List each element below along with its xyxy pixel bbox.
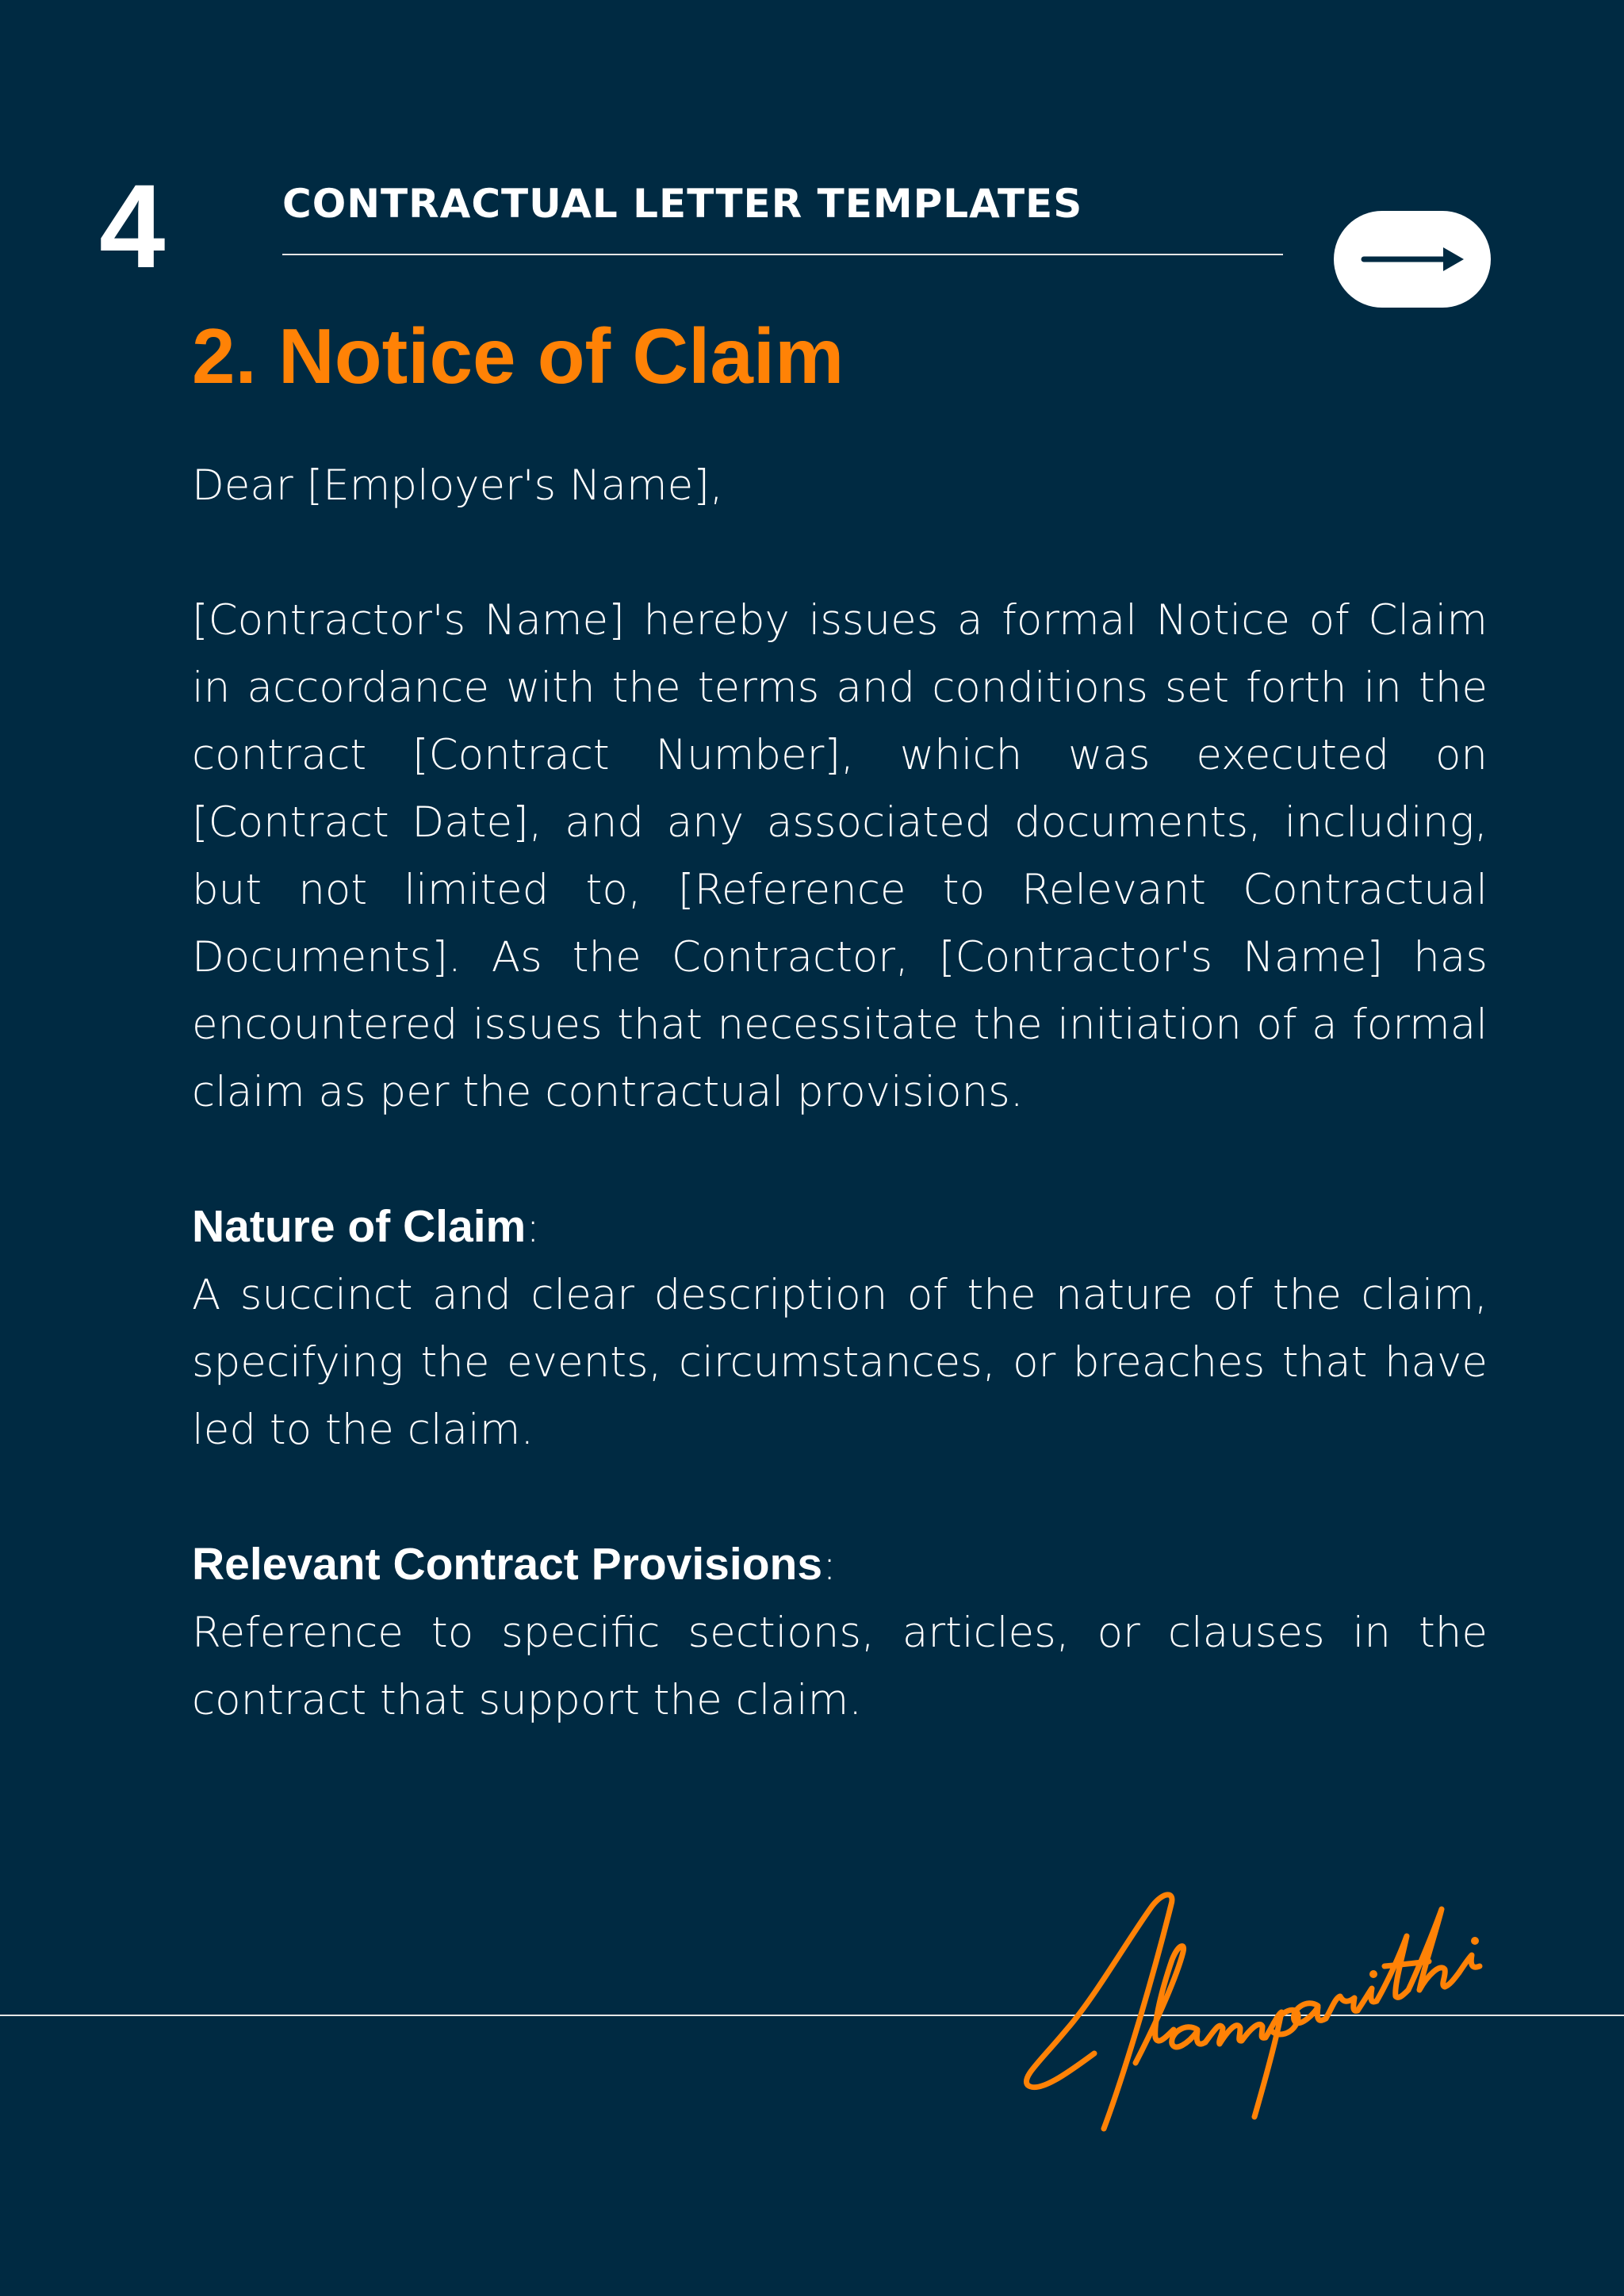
letter-body — [192, 452, 1488, 1734]
next-page-button[interactable] — [1334, 211, 1491, 308]
contract-provisions-heading: Relevant Contract Provisions: — [192, 1539, 837, 1590]
signature — [1007, 1887, 1515, 2164]
section-label: Nature of Claim — [192, 1201, 527, 1252]
nature-of-claim-heading: Nature of Claim: — [192, 1201, 541, 1252]
section-label: Relevant Contract Provisions — [192, 1539, 823, 1590]
document-title: 2. Notice of Claim — [192, 312, 845, 400]
section-title: CONTRACTUAL LETTER TEMPLATES — [282, 181, 1083, 227]
intro-paragraph: [Contractor's Name] hereby issues a formal Notice of Claim in accordance with the terms and conditions set forth in the contract [Contract Number], which was executed on [Contract Date], and any associated documents, including, but not limited to, [Reference to Relevant Contractual Documents]. As the Contractor, [Contractor's Name] has encountered issues that necessitate the initiation of a formal claim as per the contractual provisions. — [192, 596, 1488, 1116]
salutation: Dear [Employer's Name], — [192, 461, 723, 510]
arrow-right-icon — [1334, 211, 1491, 308]
header-divider — [282, 254, 1283, 255]
nature-of-claim-text: A succinct and clear description of the nature of the claim, specifying the events, circumstances, or breaches that have led to the claim. — [192, 1271, 1488, 1454]
page-number: 4 — [99, 159, 166, 293]
contract-provisions-text: Reference to specific sections, articles, or clauses in the contract that support the claim. — [192, 1609, 1488, 1724]
